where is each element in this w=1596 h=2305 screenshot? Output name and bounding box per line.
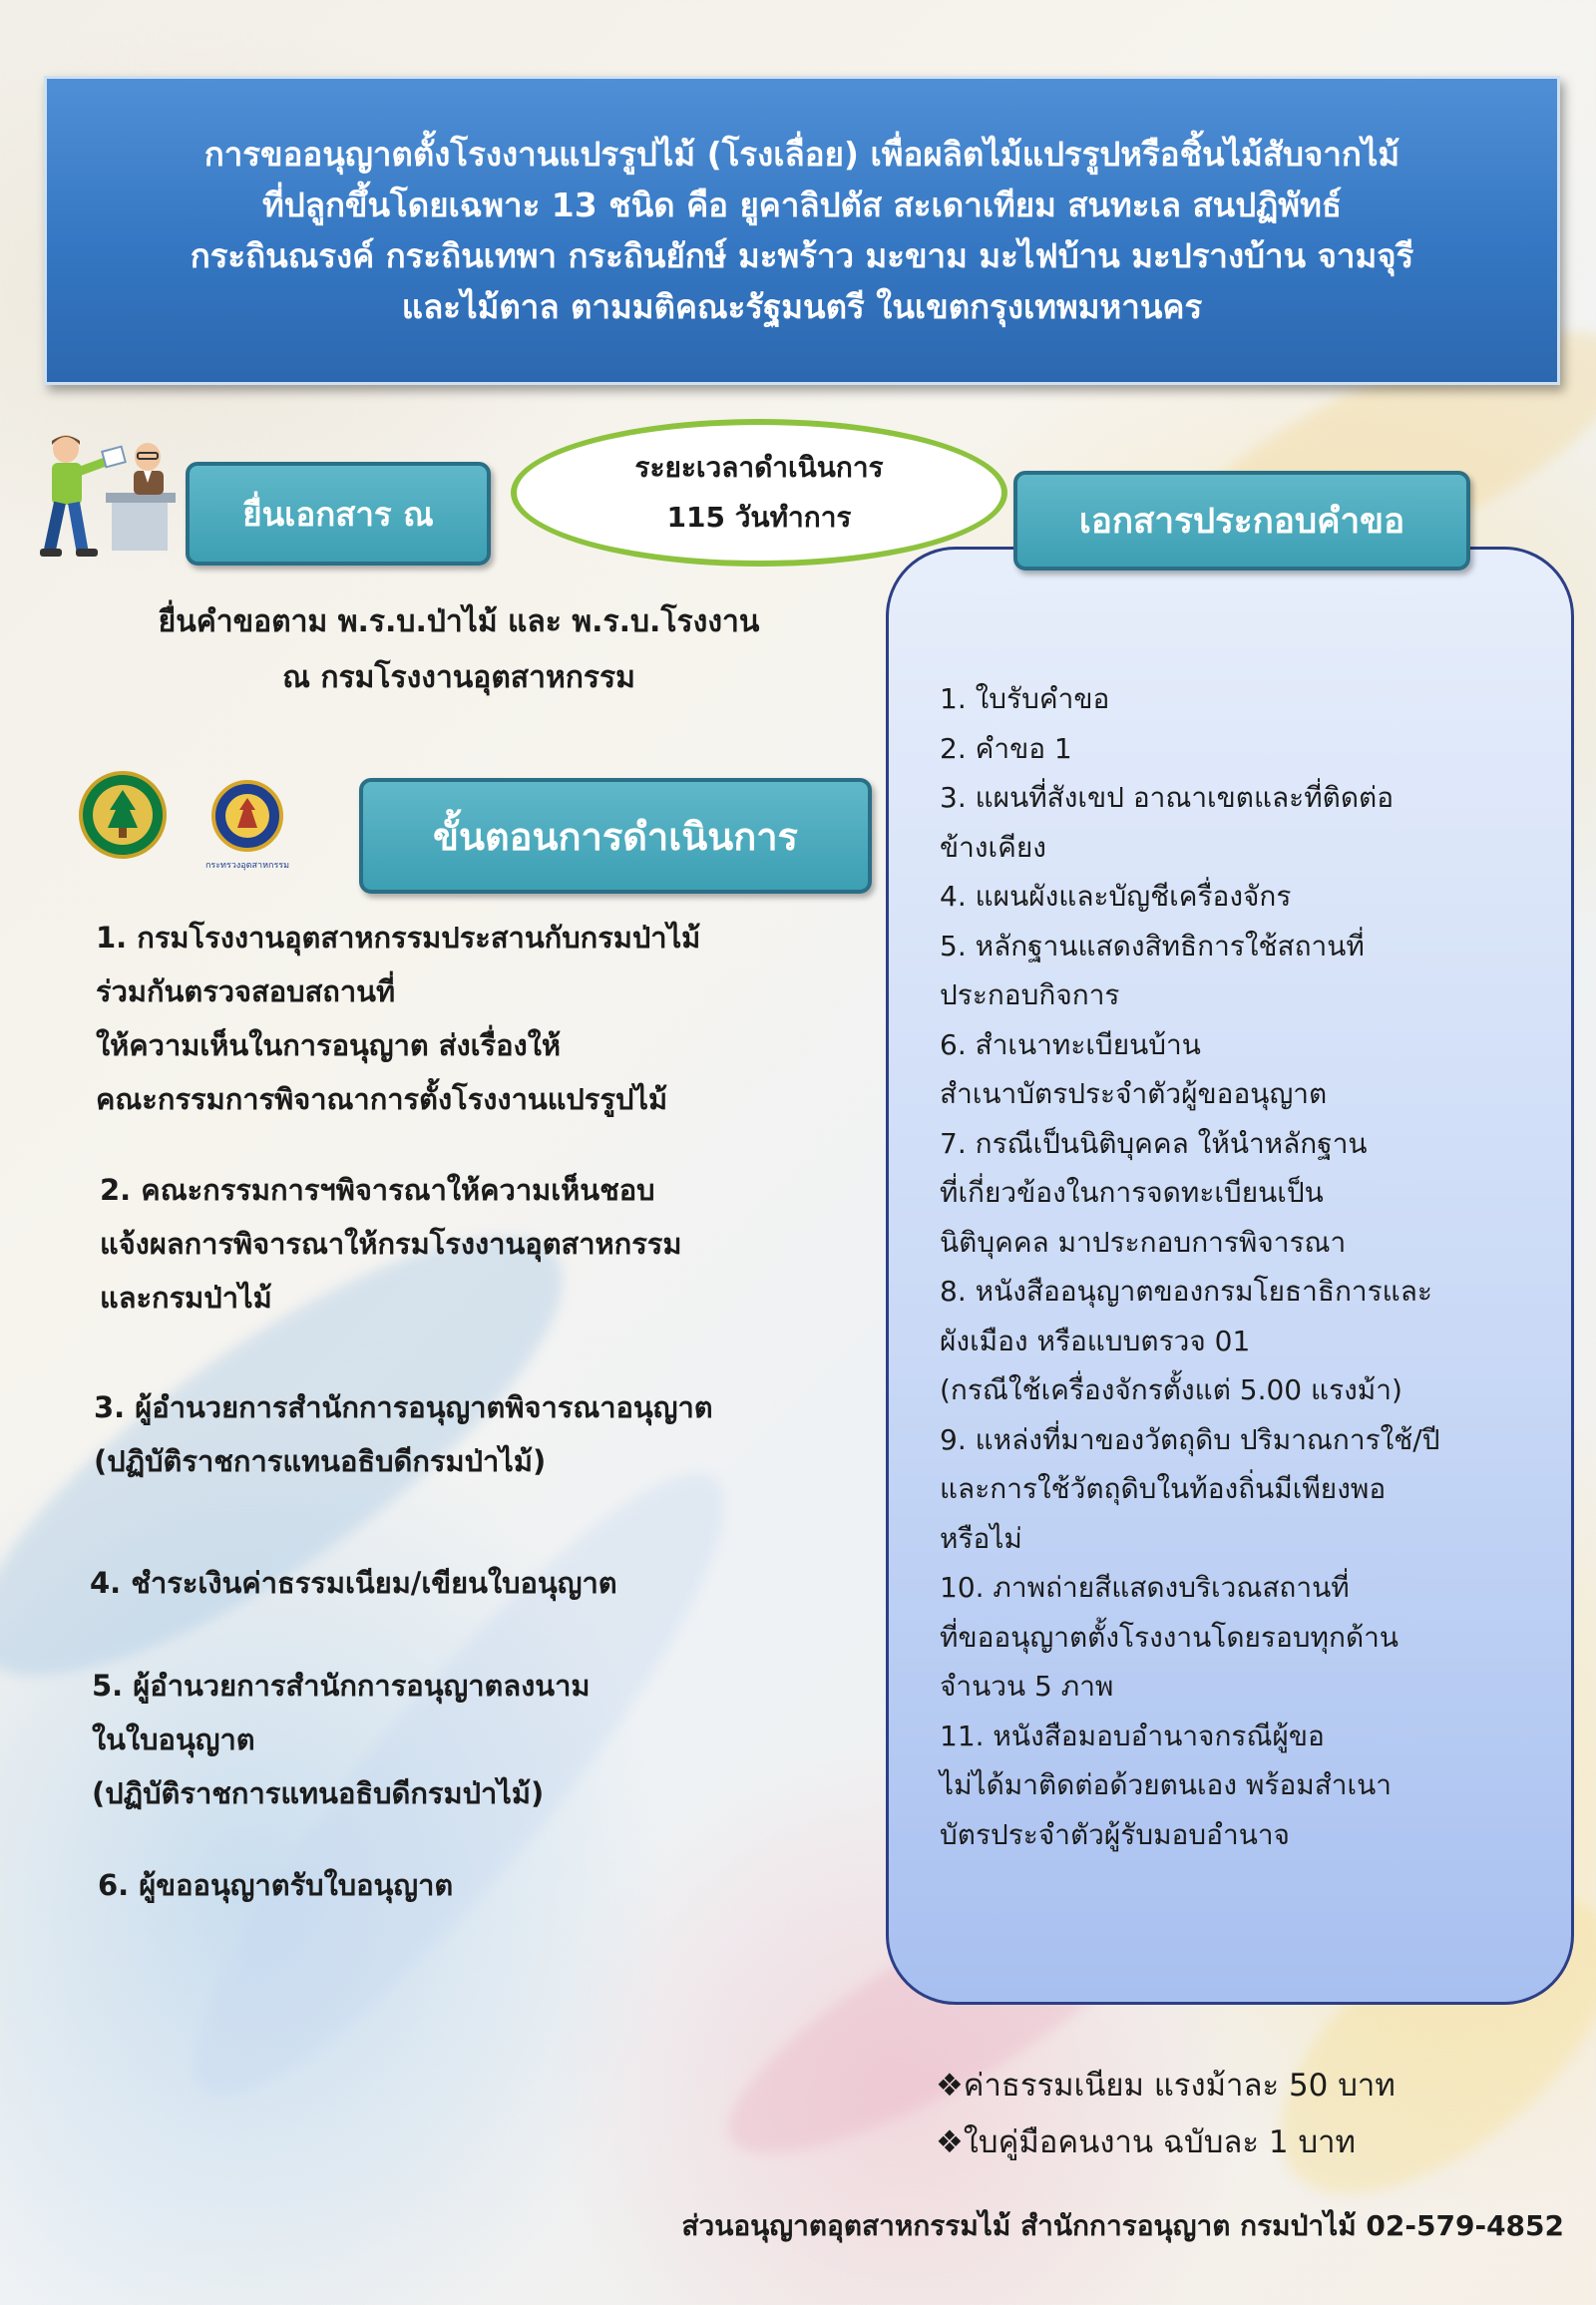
process-steps-tab bbox=[359, 778, 872, 894]
process-step-5: 5. ผู้อำนวยการสำนักการอนุญาตลงนาม ในใบอนุญาต (ปฏิบัติราชการแทนอธิบดีกรมป่าไม้) bbox=[92, 1669, 591, 1810]
title-line-3: กระถินณรงค์ กระถินเทพา กระถินยักษ์ มะพร้าว มะขาม มะไฟบ้าน มะปรางบ้าน จามจุรี bbox=[190, 236, 1414, 275]
title-banner bbox=[44, 76, 1560, 385]
documents-tab-label: เอกสารประกอบคำขอ bbox=[1078, 501, 1405, 542]
document-item: 9. แหล่งที่มาของวัตถุดิบ ปริมาณการใช้/ปี และการใช้วัตถุดิบในท้องถิ่นมีเพียงพอ หรือไม่ bbox=[940, 1422, 1440, 1555]
ministry-caption: กระทรวงอุตสาหกรรม bbox=[204, 861, 290, 871]
document-item: 7. กรณีเป็นนิติบุคคล ให้นำหลักฐาน ที่เกี่ยวข้องในการจดทะเบียนเป็น นิติบุคคล มาประกอบการพิจารณา bbox=[940, 1126, 1368, 1259]
submit-location-tab bbox=[186, 462, 491, 566]
process-step-6: 6. ผู้ขออนุญาตรับใบอนุญาต bbox=[98, 1868, 454, 1902]
document-item: 4. แผนผังและบัญชีเครื่องจักร bbox=[940, 880, 1292, 913]
submit-description bbox=[60, 594, 858, 706]
submit-location-label: ยื่นเอกสาร ณ bbox=[242, 494, 434, 534]
document-item: 2. คำขอ 1 bbox=[940, 731, 1072, 765]
title-line-1: การขออนุญาตตั้งโรงงานแปรรูปไม้ (โรงเลื่อย) เพื่อผลิตไม้แปรรูปหรือชิ้นไม้สับจากไม้ bbox=[203, 135, 1400, 174]
office-workers-icon bbox=[36, 431, 186, 566]
document-item: 1. ใบรับคำขอ bbox=[940, 682, 1110, 715]
fee-horsepower: ❖ค่าธรรมเนียม แรงม้าละ 50 บาท bbox=[936, 2068, 1396, 2104]
process-step-2: 2. คณะกรรมการฯพิจารณาให้ความเห็นชอบ แจ้งผลการพิจารณาให้กรมโรงงานอุตสาหกรรม และกรมป่าไม้ bbox=[100, 1173, 682, 1315]
process-step-3: 3. ผู้อำนวยการสำนักการอนุญาตพิจารณาอนุญาต (ปฏิบัติราชการแทนอธิบดีกรมป่าไม้) bbox=[94, 1390, 713, 1478]
page-title bbox=[161, 129, 1444, 332]
submit-line-1: ยื่นคำขอตาม พ.ร.บ.ป่าไม้ และ พ.ร.บ.โรงงาน bbox=[158, 604, 760, 639]
process-step-1: 1. กรมโรงงานอุตสาหกรรมประสานกับกรมป่าไม้ ร่วมกันตรวจสอบสถานที่ ให้ความเห็นในการอนุญาต ส่งเรื่องให้ คณะกรรมการพิจาณาการตั้งโรงงานแปรรูปไม้ bbox=[96, 921, 701, 1116]
document-item: 10. ภาพถ่ายสีแสดงบริเวณสถานที่ ที่ขออนุญาตตั้งโรงงานโดยรอบทุกด้าน จำนวน 5 ภาพ bbox=[940, 1571, 1398, 1703]
process-steps-label: ขั้นตอนการดำเนินการ bbox=[433, 814, 798, 859]
document-item: 8. หนังสืออนุญาตของกรมโยธาธิการและ ผังเมือง หรือแบบตรวจ 01 (กรณีใช้เครื่องจักรตั้งแต่ 5.00 แรงม้า) bbox=[940, 1275, 1432, 1406]
duration-label: ระยะเวลาดำเนินการ bbox=[634, 451, 884, 484]
duration-oval bbox=[511, 419, 1007, 567]
title-line-2: ที่ปลูกขึ้นโดยเฉพาะ 13 ชนิด คือ ยูคาลิปตัส สะเดาเทียม สนทะเล สนปฏิพัทธ์ bbox=[262, 186, 1342, 224]
footer-contact: ส่วนอนุญาตอุตสาหกรรมไม้ สำนักการอนุญาต กรมป่าไม้ 02-579-4852 bbox=[681, 2209, 1564, 2242]
document-item: 6. สำเนาทะเบียนบ้าน สำเนาบัตรประจำตัวผู้ขออนุญาต bbox=[940, 1027, 1328, 1110]
document-item: 5. หลักฐานแสดงสิทธิการใช้สถานที่ ประกอบกิจการ bbox=[940, 929, 1365, 1011]
documents-list bbox=[940, 674, 1548, 1859]
process-step-4: 4. ชำระเงินค่าธรรมเนียม/เขียนใบอนุญาต bbox=[90, 1566, 617, 1600]
fee-worker-handbook: ❖ใบคู่มือคนงาน ฉบับละ 1 บาท bbox=[936, 2124, 1356, 2160]
duration-value: 115 วันทำการ bbox=[666, 501, 852, 534]
title-line-4: และไม้ตาล ตามมติคณะรัฐมนตรี ในเขตกรุงเทพมหานคร bbox=[401, 287, 1203, 326]
ministry-of-industry-logo bbox=[201, 776, 297, 872]
document-item: 11. หนังสือมอบอำนาจกรณีผู้ขอ ไม่ได้มาติดต่อด้วยตนเอง พร้อมสำเนา บัตรประจำตัวผู้รับมอบอำนาจ bbox=[940, 1719, 1392, 1851]
documents-tab bbox=[1013, 471, 1470, 571]
document-item: 3. แผนที่สังเขป อาณาเขตและที่ติดต่อ ข้างเคียง bbox=[940, 781, 1395, 864]
department-seal-logo bbox=[78, 770, 168, 860]
submit-line-2: ณ กรมโรงงานอุตสาหกรรม bbox=[282, 660, 635, 695]
